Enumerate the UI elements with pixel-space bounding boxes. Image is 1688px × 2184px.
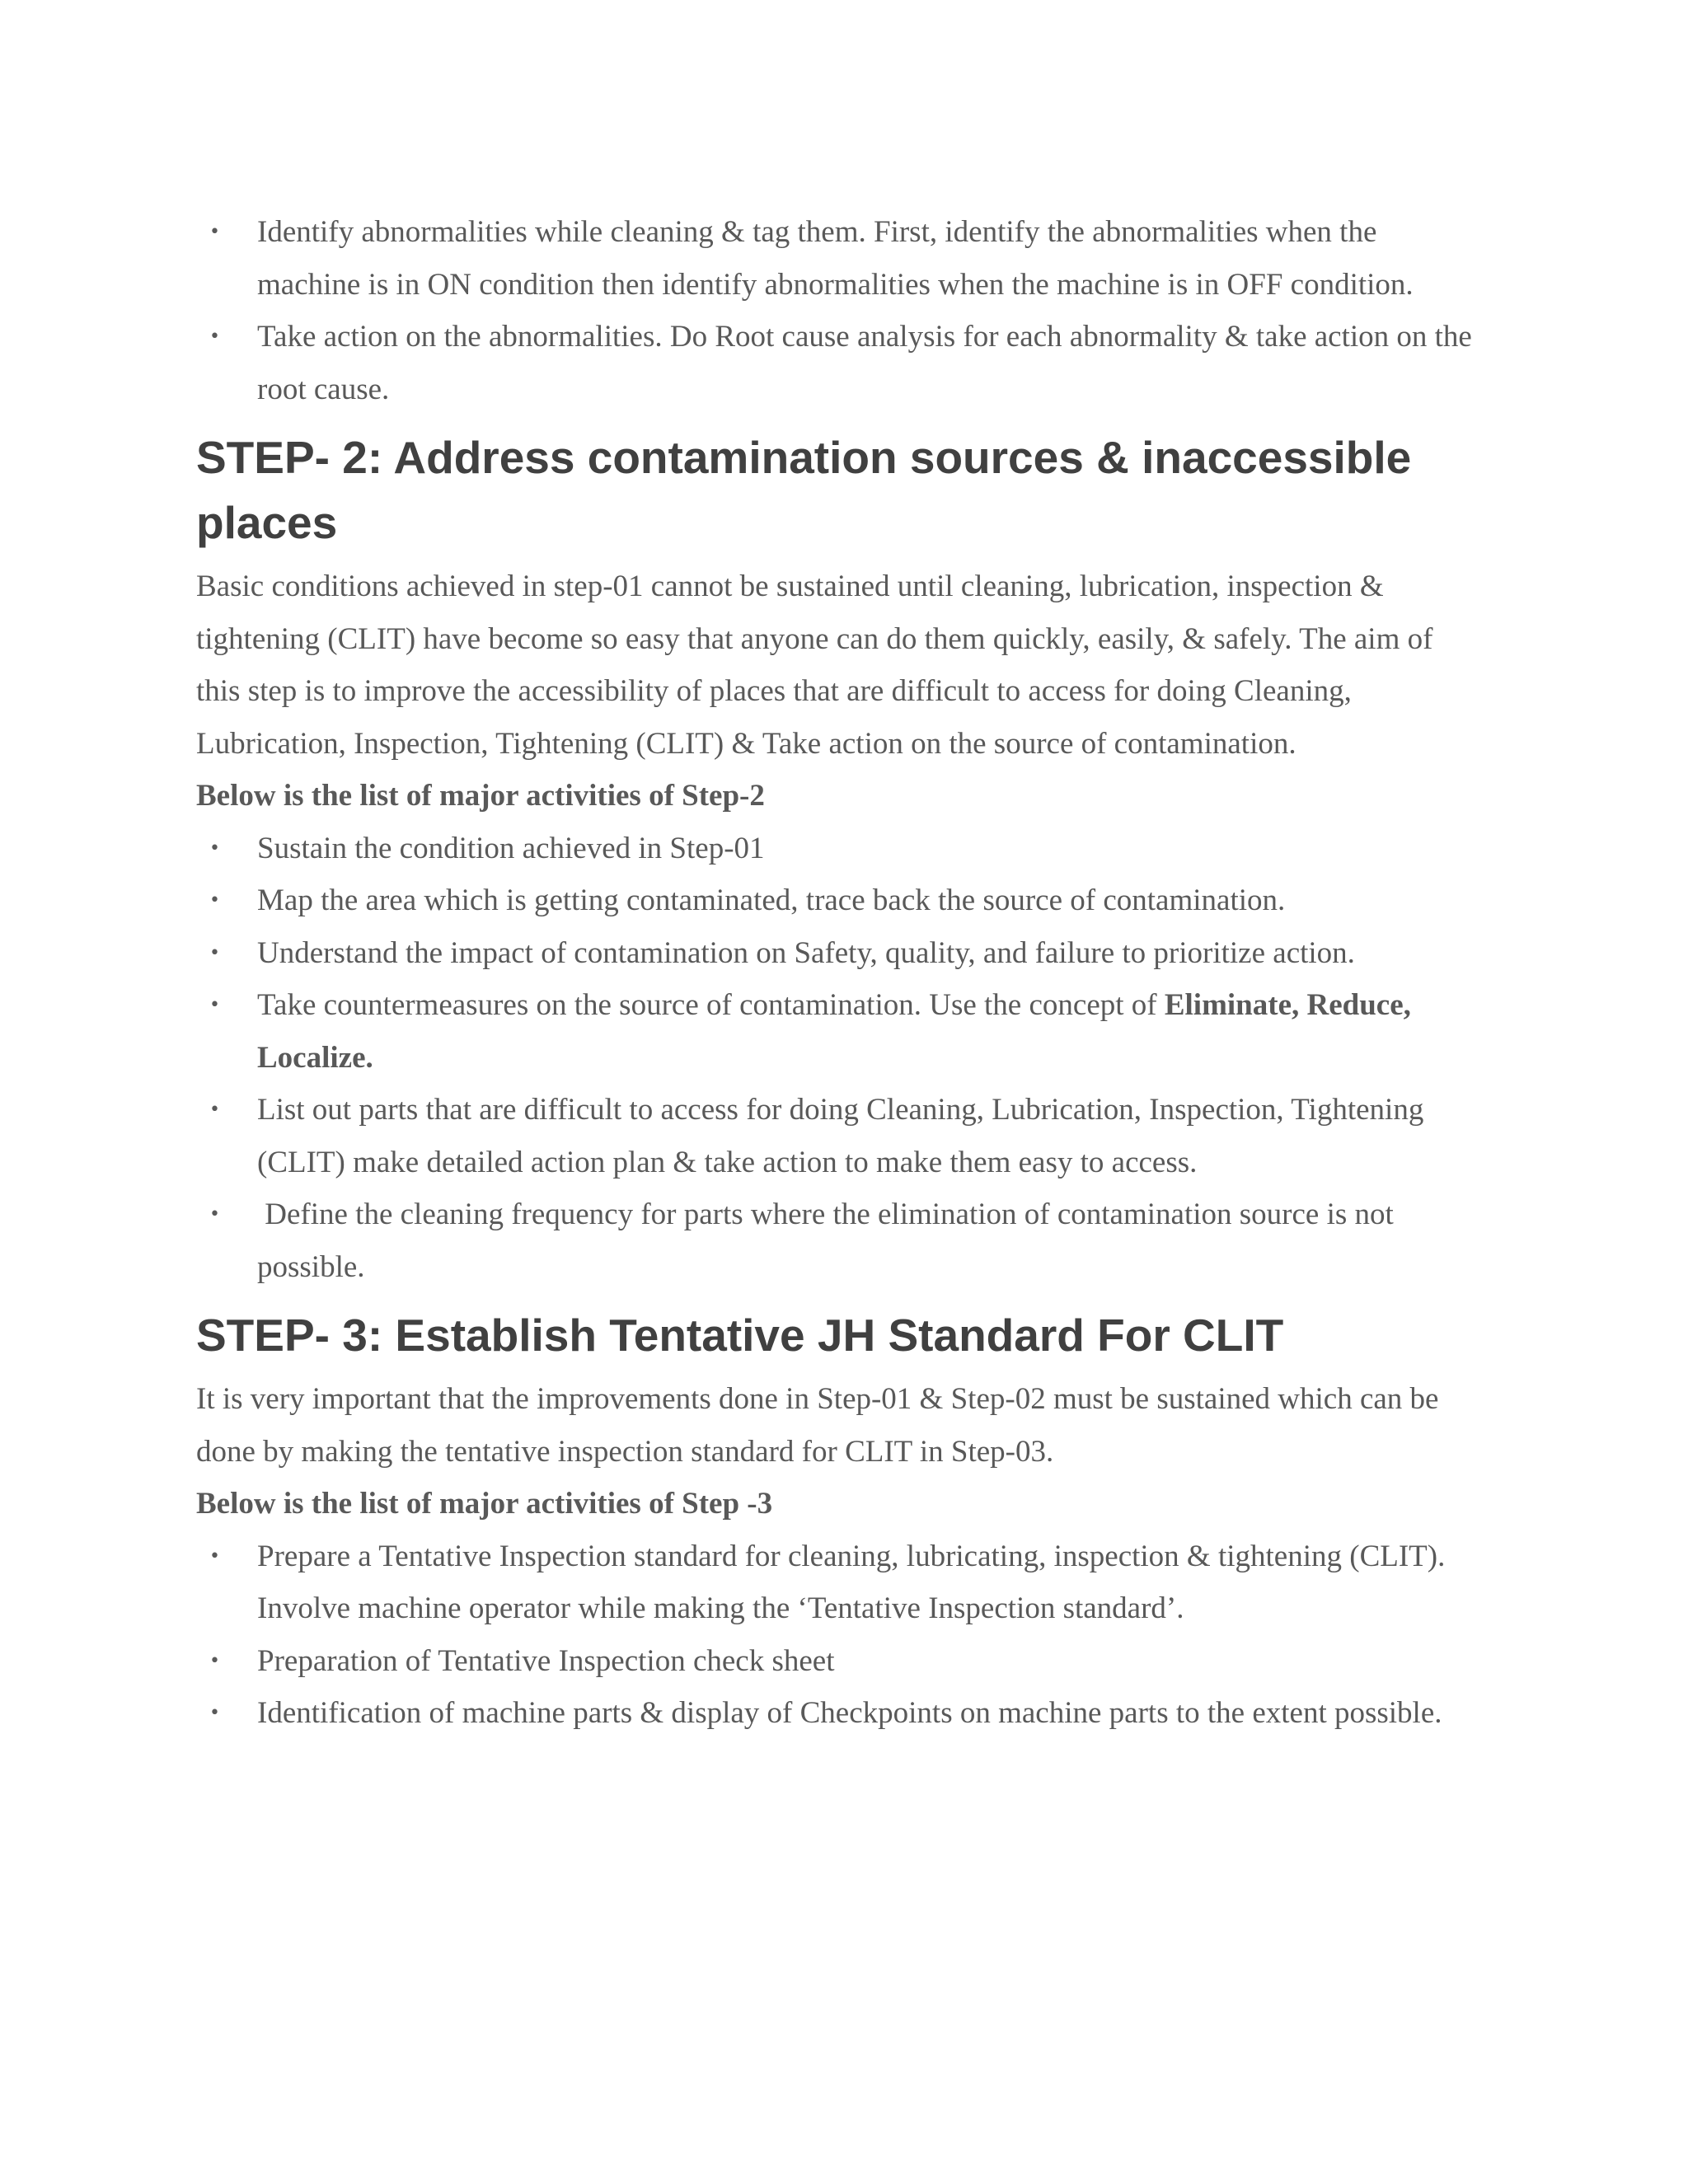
list-item — [196, 311, 1482, 415]
list-item-text: List out parts that are difficult to access for doing Cleaning, Lubrication, Inspection, Tightening (CLIT) make detailed action plan & take action to make them easy to access. — [257, 1093, 1424, 1179]
list-item — [196, 979, 1482, 1084]
list-item-text: Preparation of Tentative Inspection check sheet — [257, 1643, 835, 1678]
bullet-icon: • — [209, 1650, 220, 1671]
list-item — [196, 1687, 1482, 1740]
bullet-icon: • — [209, 942, 220, 963]
step3-paragraph: It is very important that the improvements done in Step-01 & Step-02 must be sustained which can be done by making the tentative inspection standard for CLIT in Step-03. — [196, 1382, 1439, 1469]
list-item — [196, 927, 1482, 980]
list-item — [196, 1530, 1482, 1635]
document-page — [196, 206, 1482, 1740]
bullet-icon: • — [209, 995, 220, 1015]
list-item — [196, 874, 1482, 927]
bullet-icon: • — [209, 326, 220, 347]
list-item-text: Sustain the condition achieved in Step-01 — [257, 831, 765, 865]
bullet-icon: • — [209, 1703, 220, 1723]
step2-paragraph: Basic conditions achieved in step-01 cannot be sustained until cleaning, lubrication, inspection & tightening (CLIT) have become so easy that anyone can do them quickly, easily, & safely. The aim of this step is to improve the accessibility of places that are difficult to access for doing Cleaning, Lubrication, Inspection, Tightening (CLIT) & Take action on the source of contamination. — [196, 569, 1433, 761]
list-item-text: Identify abnormalities while cleaning & tag them. First, identify the abnormalities when the machine is in ON condition then identify abnormalities when the machine is in OFF condition. — [257, 215, 1414, 302]
list-item-text: Take action on the abnormalities. Do Root cause analysis for each abnormality & take action on the root cause. — [257, 320, 1472, 406]
bullet-icon: • — [209, 1099, 220, 1120]
list-item-text: Take countermeasures on the source of contamination. Use the concept of — [257, 988, 1165, 1022]
step2-activities-lead: Below is the list of major activities of Step-2 — [196, 779, 765, 813]
bullet-icon: • — [209, 1545, 220, 1567]
list-item-text: Map the area which is getting contaminated, trace back the source of contamination. — [257, 883, 1286, 917]
bullet-icon: • — [209, 1204, 220, 1225]
intro-bullet-list — [196, 206, 1482, 415]
list-item-text: Identification of machine parts & display of Checkpoints on machine parts to the extent possible. — [257, 1696, 1442, 1730]
step3-activity-list — [196, 1530, 1482, 1740]
list-item-emphasis: Eliminate, Reduce, Localize. — [257, 988, 1411, 1075]
bullet-icon: • — [209, 890, 220, 911]
bullet-icon: • — [209, 837, 220, 859]
list-item — [196, 1188, 1482, 1293]
list-item — [196, 1084, 1482, 1188]
list-item-text: Understand the impact of contamination on Safety, quality, and failure to prioritize action. — [257, 935, 1355, 970]
step2-activity-list — [196, 823, 1482, 1294]
bullet-icon: • — [209, 222, 220, 242]
list-item — [196, 1635, 1482, 1688]
list-item — [196, 823, 1482, 875]
step2-heading: STEP- 2: Address contamination sources & inaccessible places — [196, 432, 1412, 548]
list-item-text: Define the cleaning frequency for parts where the elimination of contamination source is not possible. — [257, 1197, 1402, 1284]
list-item — [196, 206, 1482, 311]
step3-heading: STEP- 3: Establish Tentative JH Standard For CLIT — [196, 1310, 1284, 1361]
list-item-text: Prepare a Tentative Inspection standard for cleaning, lubricating, inspection & tightening (CLIT). Involve machine operator while making the ‘Tentative Inspection standard’. — [257, 1539, 1446, 1625]
step3-activities-lead: Below is the list of major activities of Step -3 — [196, 1487, 773, 1521]
